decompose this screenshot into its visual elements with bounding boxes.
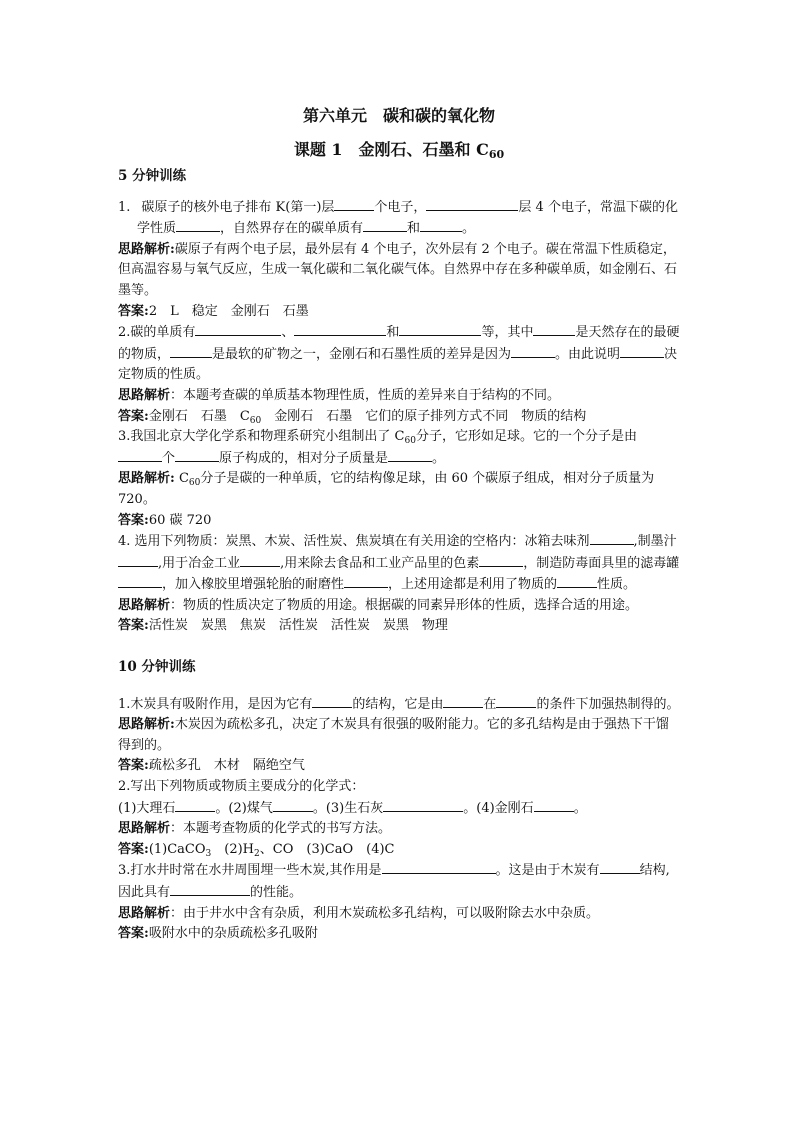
q1-text-6: 。	[462, 221, 476, 237]
q4-text-4: ,用来除去食品和工业产品里的色素	[280, 555, 480, 571]
q1-blank-5[interactable]	[420, 218, 462, 232]
p3-analysis-text: ：由于井水中含有杂质，利用木炭疏松多孔结构，可以吸附除去水中杂质。	[170, 905, 600, 921]
q2-question	[118, 322, 680, 386]
q2-blank-4[interactable]	[533, 322, 575, 336]
q3-text-1: 3.我国北京大学化学系和物理系研究小组制出了 C	[118, 429, 405, 445]
q2-blank-6[interactable]	[511, 344, 555, 358]
q3-text-5: 。	[432, 450, 446, 466]
q2-text-5: 是天然存在的最硬的物质，	[118, 325, 680, 362]
q4-blank-3[interactable]	[240, 553, 280, 567]
p3-text-3: 结构,因此具有	[118, 863, 670, 900]
p1-analysis	[118, 715, 680, 756]
q1-text-1: 碳原子的核外电子排布 K(第一)层	[141, 199, 335, 215]
q2-blank-3[interactable]	[399, 322, 481, 336]
lesson-title-subscript: 60	[488, 148, 505, 161]
p1-answer-text: 疏松多孔 木材 隔绝空气	[148, 758, 305, 774]
q4-text-6: ，加入橡胶里增强轮胎的耐磨性	[162, 577, 345, 593]
p3-answer-text: 吸附水中的杂质疏松多孔吸附	[148, 926, 318, 942]
q1-analysis-label: 思路解析:	[118, 241, 175, 257]
q2-analysis	[118, 386, 680, 407]
q4-answer-text: 活性炭 炭黑 焦炭 活性炭 活性炭 炭黑 物理	[148, 618, 448, 634]
q2-answer	[118, 407, 680, 428]
q3-question	[118, 427, 680, 469]
section-5min-heading: 5 分钟训练	[118, 168, 187, 184]
q3-answer-text: 60 碳 720	[148, 512, 212, 528]
q3-analysis	[118, 469, 680, 510]
q3-analysis-text-b: 分子是碳的一种单质，它的结构像足球，由 60 个碳原子组成，相对分子质量为 720。	[118, 471, 655, 507]
q4-blank-5[interactable]	[118, 574, 162, 588]
p3-answer	[118, 924, 680, 945]
q3-analysis-subscript: 60	[188, 478, 201, 489]
q1-text-4: ，自然界存在的碳单质有	[220, 221, 364, 237]
p2-text-5: 。(4)金刚石	[463, 800, 534, 816]
q2-blank-7[interactable]	[620, 344, 664, 358]
q4-answer	[118, 616, 680, 637]
p1-text-2: 的结构，它是由	[352, 696, 444, 712]
q1-answer-label: 答案:	[118, 303, 149, 319]
p2-items	[118, 798, 680, 820]
p2-blank-3[interactable]	[383, 798, 463, 812]
q4-analysis-label: 思路解析	[118, 597, 171, 613]
q2-answer-text-b: 金刚石 石墨 它们的原子排列方式不同 物质的结构	[261, 408, 587, 424]
p1-analysis-text: 木炭因为疏松多孔，决定了木炭具有很强的吸附能力。它的多孔结构是由于强热下干馏得到的。	[118, 717, 669, 753]
q4-question	[118, 531, 680, 596]
q4-blank-6[interactable]	[344, 574, 388, 588]
q1-text-2: 个电子，	[374, 199, 427, 215]
p2-answer-2-subscript: 2	[254, 848, 260, 859]
p1-text-1: 1.木炭具有吸附作用，是因为它有	[118, 696, 313, 712]
p3-analysis-label: 思路解析	[118, 905, 171, 921]
p2-blank-1[interactable]	[175, 798, 215, 812]
p3-question	[118, 860, 680, 903]
q4-answer-label: 答案:	[118, 618, 149, 634]
p3-analysis	[118, 904, 680, 925]
q3-blank-2[interactable]	[175, 448, 219, 462]
q2-text-7: 。由此说明	[555, 346, 621, 362]
q3-blank-1[interactable]	[118, 448, 162, 462]
unit-title: 第六单元 碳和碳的氧化物	[302, 106, 495, 125]
q2-answer-text-a: 金刚石 石墨 C	[148, 408, 250, 424]
p2-blank-2[interactable]	[273, 798, 313, 812]
q3-subscript: 60	[404, 436, 416, 447]
p1-question	[118, 694, 680, 716]
q1-analysis-text: 碳原子有两个电子层，最外层有 4 个电子，次外层有 2 个电子。碳在常温下性质稳定，但高温容易与氧气反应，生成一氧化碳和二氧化碳气体。自然界中存在多种碳单质，如金刚石、石墨等。	[118, 241, 678, 298]
q4-text-3: ,用于冶金工业	[158, 555, 241, 571]
q2-blank-5[interactable]	[170, 344, 212, 358]
p3-blank-2[interactable]	[600, 860, 640, 874]
q2-analysis-text: ：本题考查碳的单质基本物理性质，性质的差异来自于结构的不同。	[170, 387, 561, 403]
p2-text-4: 。(3)生石灰	[312, 800, 384, 816]
q1-answer-text: 2 L 稳定 金刚石 石墨	[148, 303, 309, 319]
q3-text-3: 个	[162, 450, 176, 466]
p2-analysis-text: ：本题考查物质的化学式的书写方法。	[170, 821, 392, 837]
p1-text-4: 的条件下加强热制得的。	[536, 696, 680, 712]
q4-text-5: ，制造防毒面具里的滤毒罐	[523, 555, 680, 571]
p3-text-1: 3.打水井时常在水井周围埋一些木炭,其作用是	[118, 863, 382, 879]
p3-blank-3[interactable]	[170, 882, 250, 896]
p1-blank-1[interactable]	[312, 694, 352, 708]
q1-text-3: 层 4 个电子，常温下碳的化学性质	[137, 199, 678, 237]
q1-question	[118, 197, 680, 240]
q3-answer	[118, 511, 680, 532]
p2-analysis-label: 思路解析	[118, 821, 171, 837]
p1-analysis-label: 思路解析:	[118, 717, 175, 733]
p2-question: 2.写出下列物质或物质主要成分的化学式：	[118, 779, 365, 795]
q4-text-2: ,制墨汁	[633, 534, 677, 550]
q3-analysis-label: 思路解析:	[118, 471, 175, 487]
section-10min-heading: 10 分钟训练	[118, 659, 196, 676]
q2-text-2: 、	[281, 325, 295, 341]
lesson-title-text: 课题 1 金刚石、石墨和 C	[293, 140, 489, 159]
q3-text-4: 原子构成的，相对分子质量是	[219, 450, 389, 466]
p2-answer-3: 、CO (3)CaO (4)C	[259, 841, 395, 857]
q1-answer	[118, 302, 680, 323]
p1-answer	[118, 756, 680, 777]
q4-text-7: ，上述用途都是利用了物质的	[388, 577, 558, 593]
q2-answer-subscript: 60	[249, 415, 262, 426]
q2-text-4: 等，其中	[481, 325, 534, 341]
lesson-title	[118, 140, 680, 160]
p1-text-3: 在	[483, 696, 497, 712]
q1-blank-3[interactable]	[176, 218, 220, 232]
q4-analysis-text: ：物质的性质决定了物质的用途。根据碳的同素异形体的性质，选择合适的用途。	[170, 597, 639, 613]
q4-blank-4[interactable]	[479, 553, 523, 567]
worksheet-page	[118, 100, 680, 945]
q1-blank-4[interactable]	[363, 218, 407, 232]
q1-text-5: 和	[407, 221, 421, 237]
p2-answer	[118, 840, 680, 861]
q2-text-3: 和	[386, 325, 400, 341]
p3-text-4: 的性能。	[250, 885, 303, 900]
q4-text-1: 4. 选用下列物质：炭黑、木炭、活性炭、焦炭填在有关用途的空格内：冰箱去味剂	[118, 534, 590, 550]
q3-analysis-text-a: C	[174, 471, 189, 487]
q4-text-8: 性质。	[597, 577, 637, 593]
q1-num: 1.	[118, 199, 131, 215]
p2-answer-1: (1)CaCO	[148, 841, 206, 857]
p2-text-3: 。(2)煤气	[215, 800, 273, 816]
p2-answer-1-subscript: 3	[205, 848, 212, 859]
p2-text-2: (1)大理石	[118, 800, 176, 816]
q2-answer-label: 答案:	[118, 408, 149, 424]
p1-blank-2[interactable]	[443, 694, 483, 708]
p2-answer-label: 答案:	[118, 841, 149, 857]
q1-blank-2[interactable]	[426, 197, 518, 211]
q3-blank-3[interactable]	[388, 448, 432, 462]
q3-answer-label: 答案:	[118, 512, 149, 528]
q4-analysis	[118, 596, 680, 617]
p2-blank-4[interactable]	[534, 798, 574, 812]
q1-analysis	[118, 240, 680, 302]
q2-text-1: 2.碳的单质有	[118, 325, 196, 341]
q2-blank-1[interactable]	[195, 322, 281, 336]
q4-blank-1[interactable]	[590, 531, 634, 545]
p1-blank-3[interactable]	[496, 694, 536, 708]
q1-blank-1[interactable]	[334, 197, 374, 211]
q2-analysis-label: 思路解析	[118, 387, 171, 403]
p2-analysis	[118, 819, 680, 840]
q2-blank-2[interactable]	[294, 322, 386, 336]
q4-blank-2[interactable]	[118, 553, 158, 567]
q2-text-8: 决定物质的性质。	[118, 346, 678, 383]
p3-answer-label: 答案:	[118, 926, 149, 942]
q4-blank-7[interactable]	[557, 574, 597, 588]
q3-text-2: 分子，它形如足球。它的一个分子是由	[415, 429, 637, 445]
p2-text-6: 。	[573, 800, 587, 816]
p2-answer-2: (2)H	[211, 841, 255, 857]
p3-blank-1[interactable]	[382, 860, 496, 874]
q2-text-6: 是最软的矿物之一，金刚石和石墨性质的差异是因为	[212, 346, 512, 362]
p1-answer-label: 答案:	[118, 758, 149, 774]
p3-text-2: 。这是由于木炭有	[495, 863, 600, 879]
